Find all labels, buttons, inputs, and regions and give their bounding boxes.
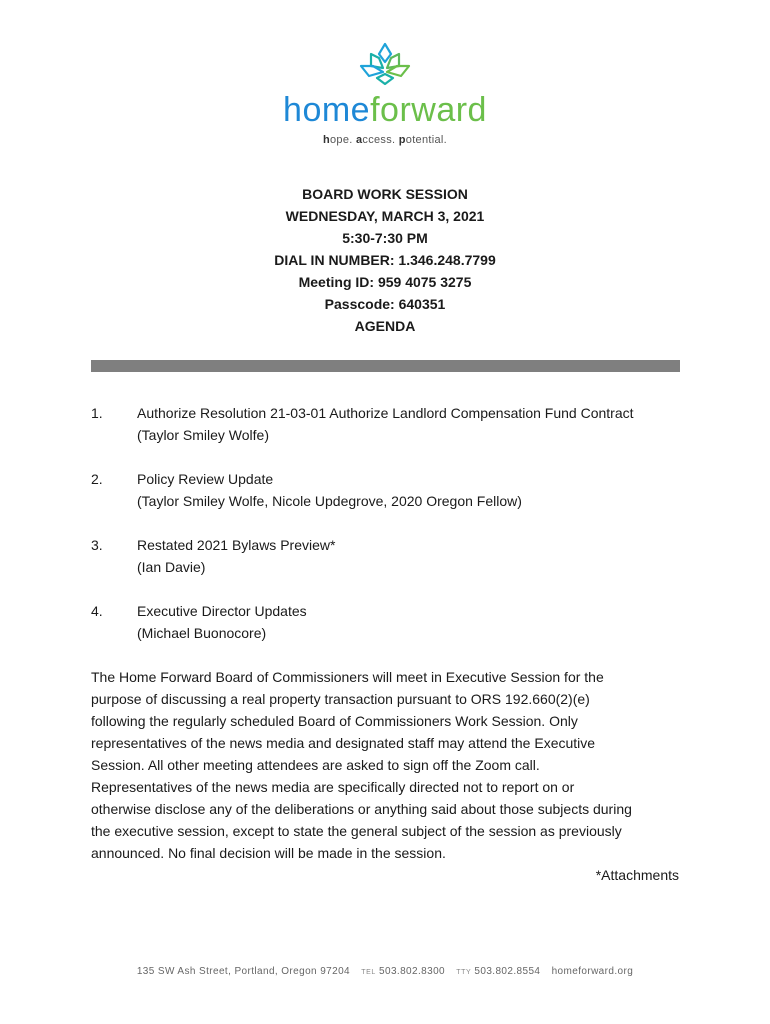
agenda-item (91, 468, 691, 512)
meeting-id: Meeting ID: 959 4075 3275 (298, 274, 472, 290)
agenda-item-number: 2. (91, 471, 103, 487)
notice-line: Session. All other meeting attendees are asked to sign off the Zoom call. (91, 757, 540, 773)
agenda-heading: AGENDA (354, 318, 416, 334)
notice-line: the executive session, except to state the general subject of the session as previously (91, 823, 622, 839)
footer-website: homeforward.org (551, 966, 634, 977)
attachments-note: *Attachments (595, 867, 679, 883)
footer-tty-label: TTY (456, 969, 472, 976)
notice-line: purpose of discussing a real property transaction pursuant to ORS 192.660(2)(e) (91, 691, 590, 707)
meeting-time: 5:30-7:30 PM (342, 230, 428, 246)
lotus-flower-icon (355, 40, 415, 88)
brand-wordmark (0, 90, 770, 130)
agenda-item-number: 3. (91, 537, 103, 553)
tagline-initial: a (355, 134, 363, 146)
agenda-item-title: Policy Review Update (137, 471, 274, 487)
agenda-item-title: Authorize Resolution 21-03-01 Authorize Landlord Compensation Fund Contract (137, 405, 634, 421)
agenda-item-presenter: (Ian Davie) (137, 559, 206, 575)
agenda-item (91, 534, 691, 578)
agenda-item-title: Restated 2021 Bylaws Preview* (137, 537, 336, 553)
notice-line: announced. No final decision will be made in the session. (91, 845, 446, 861)
tagline-text: ope. (330, 134, 356, 146)
passcode: Passcode: 640351 (324, 296, 446, 312)
notice-line: Representatives of the news media are specifically directed not to report on or (91, 779, 575, 795)
meeting-title: BOARD WORK SESSION (302, 186, 468, 202)
notice-line: following the regularly scheduled Board of Commissioners Work Session. Only (91, 713, 578, 729)
agenda-list (91, 402, 691, 666)
footer-address: 135 SW Ash Street, Portland, Oregon 97204 (136, 966, 350, 977)
logo (0, 40, 770, 146)
agenda-item-number: 4. (91, 603, 103, 619)
dial-in-number: DIAL IN NUMBER: 1.346.248.7799 (274, 252, 496, 268)
agenda-item-title: Executive Director Updates (137, 603, 307, 619)
notice-line: representatives of the news media and designated staff may attend the Executive (91, 735, 596, 751)
tagline (0, 134, 770, 146)
tagline-text: ccess. (362, 134, 399, 146)
agenda-item-presenter: (Taylor Smiley Wolfe) (137, 427, 269, 443)
footer-tty: 503.802.8554 (474, 966, 541, 977)
meeting-header (0, 183, 770, 337)
executive-session-notice (91, 666, 691, 864)
footer-tel-label: TEL (361, 969, 376, 976)
notice-line: The Home Forward Board of Commissioners will meet in Executive Session for the (91, 669, 604, 685)
agenda-item-number: 1. (91, 405, 103, 421)
agenda-item-presenter: (Michael Buonocore) (137, 625, 267, 641)
notice-line: otherwise disclose any of the deliberations or anything said about those subjects during (91, 801, 632, 817)
brand-forward: forward (370, 91, 487, 129)
footer (0, 966, 770, 977)
tagline-text: otential. (405, 134, 448, 146)
agenda-item (91, 600, 691, 644)
agenda-item-presenter: (Taylor Smiley Wolfe, Nicole Updegrove, 2020 Oregon Fellow) (137, 493, 522, 509)
divider-bar (91, 360, 680, 372)
tagline-initial: h (322, 134, 331, 146)
footer-tel: 503.802.8300 (379, 966, 445, 977)
tagline-initial: p (398, 134, 406, 146)
brand-home: home (283, 91, 371, 129)
meeting-date: WEDNESDAY, MARCH 3, 2021 (285, 208, 485, 224)
agenda-item (91, 402, 691, 446)
